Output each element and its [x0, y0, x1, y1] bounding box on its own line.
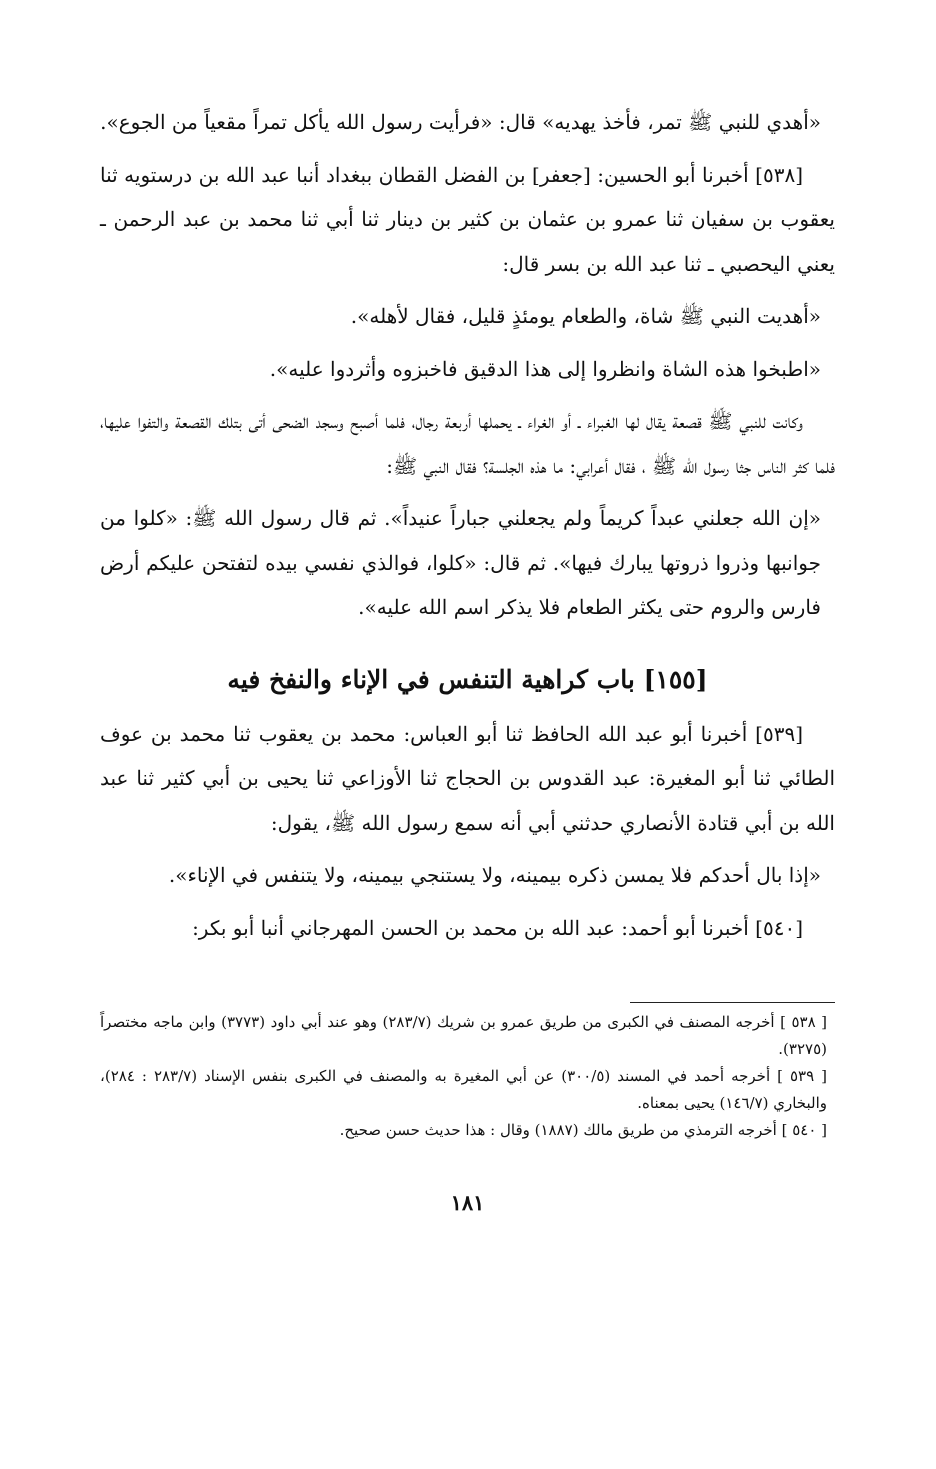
footnote-538: [ ٥٣٨ ] أخرجه المصنف في الكبرى من طريق عمرو بن شريك (٢٨٣/٧) وهو عند أبي داود (٣٧٧٣) وابن ماجه مختصراً (٣٢٧٥). — [100, 1013, 827, 1058]
footnotes — [100, 1009, 835, 1144]
hadith-quote-sheep: «أهديت النبي ﷺ شاة، والطعام يومئذٍ قليل، فقال لأهله». — [350, 304, 821, 328]
hadith-quote-dates: «أهدي للنبي ﷺ تمر، فأخذ يهديه» قال: «فرأيت رسول الله يأكل تمراً مقعياً من الجوع». — [100, 110, 821, 134]
hadith-quote-cook: «اطبخوا هذه الشاة وانظروا إلى هذا الدقيق فاخبزوه وأثردوا عليه». — [269, 356, 821, 381]
narration-538: [٥٣٨] أخبرنا أبو الحسين: [جعفر] بن الفضل القطان ببغداد أنبا عبد الله بن درستويه ثنا يعقوب بن سفيان ثنا عمرو بن عثمان بن كثير بن دينار ثنا أبي ثنا محمد بن عبد الرحمن ـ يعني اليحصبي ـ ثنا عبد الله بن بسر قال: — [100, 162, 835, 276]
narration-539: [٥٣٩] أخبرنا أبو عبد الله الحافظ ثنا أبو العباس: محمد بن يعقوب ثنا محمد بن عوف الطائي ثنا أبو المغيرة: عبد القدوس بن الحجاج ثنا الأوزاعي ثنا يحيى بن أبي كثير ثنا عبد الله بن أبي قتادة الأنصاري حدثني أبي أنه سمع رسول الله ﷺ، يقول: — [100, 721, 835, 835]
narration-bowl: وكانت للنبي ﷺ قصعة يقال لها الغبراء ـ أو الغراء ـ يحملها أربعة رجال، فلما أصبح وسجد الضحى أتى بتلك القصعة والتفوا عليها، فلما كثر الناس جثا رسول الله ﷺ ، فقال أعرابي: ما هذه الجلسة؟ فقال النبي ﷺ: — [100, 409, 835, 478]
page-number: ١٨١ — [450, 1190, 485, 1215]
footnote-540: [ ٥٤٠ ] أخرجه الترمذي من طريق مالك (١٨٨٧) وقال : هذا حديث حسن صحيح. — [339, 1121, 827, 1139]
hadith-quote-urinate: «إذا بال أحدكم فلا يمسن ذكره بيمينه، ولا يستنجي بيمينه، ولا يتنفس في الإناء». — [168, 863, 821, 887]
chapter-heading: [١٥٥] باب كراهية التنفس في الإناء والنفخ فيه — [227, 664, 708, 694]
footnote-539: [ ٥٣٩ ] أخرجه أحمد في المسند (٣٠٠/٥) عن أبي المغيرة به والمصنف في الكبرى بنفس الإسناد (٢٨٣/٧ : ٢٨٤)، والبخاري (١٤٦/٧) يحيى بمعناه. — [100, 1067, 827, 1112]
hadith-quote-eat: «إن الله جعلني عبداً كريماً ولم يجعلني جباراً عنيداً». ثم قال رسول الله ﷺ: «كلوا من جوانبها وذروا ذروتها يبارك فيها». ثم قال: «كلوا، فوالذي نفسي بيده لتفتحن عليكم أرض فارس والروم حتى يكثر الطعام فلا يذكر اسم الله عليه». — [100, 506, 821, 619]
narration-540: [٥٤٠] أخبرنا أبو أحمد: عبد الله بن محمد بن الحسن المهرجاني أنبا أبو بكر: — [192, 915, 803, 940]
footnote-divider — [630, 1002, 835, 1003]
page-content — [100, 100, 835, 1218]
